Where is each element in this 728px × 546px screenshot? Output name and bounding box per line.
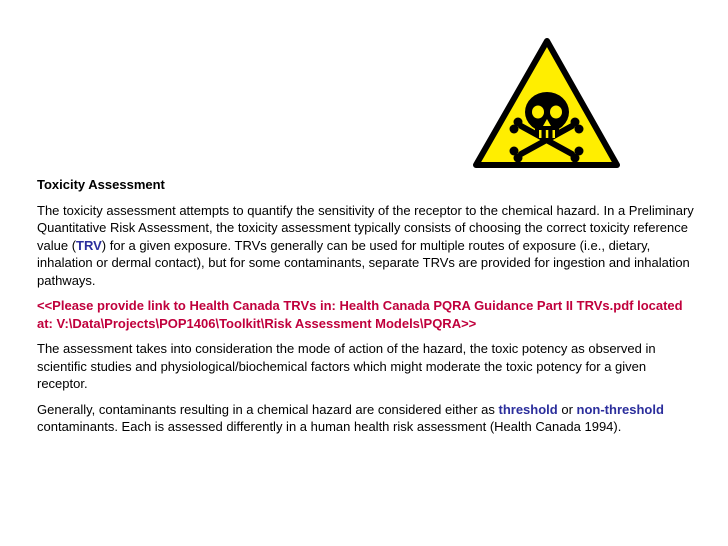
threshold-paragraph-text-start: Generally, contaminants resulting in a chemical hazard are considered either as	[37, 401, 499, 417]
threshold-paragraph-connector: or	[557, 401, 577, 417]
document-body	[37, 176, 697, 444]
threshold-term: threshold	[498, 401, 558, 417]
toxicity-paragraph-text-start: The toxicity assessment attempts to quantify the sensitivity of the receptor to the chemical hazard. In a Preliminary Quantitative Risk Assessment, the toxicity assessment typically consists of choosing the correct toxicity reference value (	[37, 202, 694, 253]
threshold-paragraph-text-end: contaminants. Each is assessed differently in a human health risk assessment (Health Canada 1994).	[37, 419, 622, 434]
threshold-paragraph	[37, 401, 697, 436]
toxicity-paragraph-text-end: ) for a given exposure. TRVs generally can be used for multiple routes of exposure (i.e., dietary, inhalation or dermal contact), but for some contaminants, separate TRVs are provided for ingestion and inhalation pathways.	[37, 237, 690, 288]
section-heading: Toxicity Assessment	[37, 177, 165, 192]
skull-crossbones-warning-icon	[466, 38, 694, 168]
non-threshold-term: non-threshold	[576, 401, 664, 417]
mode-of-action-paragraph: The assessment takes into consideration the mode of action of the hazard, the toxic potency as observed in scientific studies and physiological/biochemical factors which might moderate the toxic potency for a given receptor.	[37, 341, 656, 391]
toxicity-paragraph	[37, 202, 697, 290]
link-placeholder-note: <<Please provide link to Health Canada TRVs in: Health Canada PQRA Guidance Part II TRVs.pdf located at: V:\Data\Projects\POP1406\Toolkit\Risk Assessment Models\PQRA>>	[37, 298, 683, 331]
trv-term: TRV	[76, 237, 102, 253]
